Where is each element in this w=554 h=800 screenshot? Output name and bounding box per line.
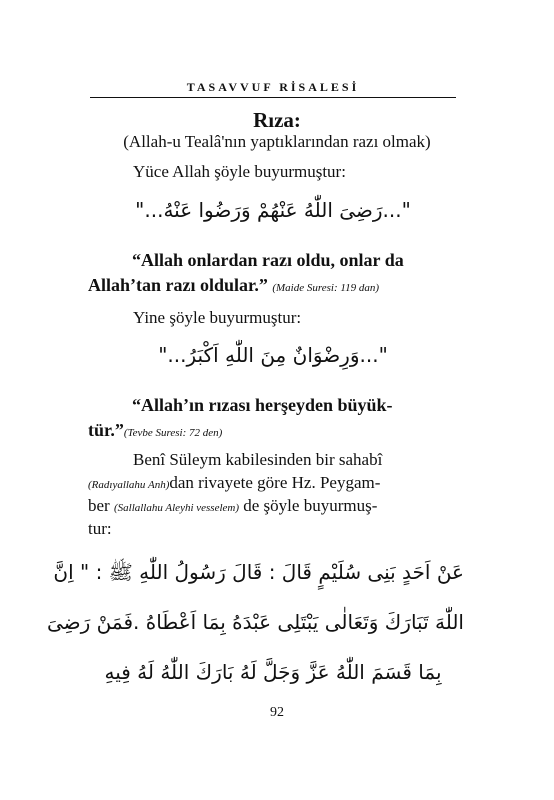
quote-2-line-2 xyxy=(88,420,222,441)
arabic-hadith-line-3: بِمَا قَسَمَ اللّٰهُ عَزَّ وَجَلَّ لَهُ بَارَكَ اللّٰهُ لَهُ فِيهِ xyxy=(104,660,442,684)
hadith-line-2-text: dan rivayete göre Hz. Peygam- xyxy=(169,473,381,492)
section-subtitle: (Allah-u Tealâ'nın yaptıklarından razı olmak) xyxy=(123,132,431,151)
quote-1-line-1: “Allah onlardan razı oldu, onlar da xyxy=(132,250,404,270)
hadith-line-3-text-b: de şöyle buyurmuş- xyxy=(239,496,378,515)
quote-1-line-2 xyxy=(88,275,379,296)
hadith-honorific-2: (Sallallahu Aleyhi vesselem) xyxy=(113,502,240,514)
hadith-line-3-text-a: ber xyxy=(88,496,114,515)
arabic-verse-2: "...وَرِضْوَانٌ مِنَ اللّٰهِ اَكْبَرُ..." xyxy=(158,343,388,367)
section-title: Rıza: xyxy=(253,108,301,132)
header-rule xyxy=(90,97,456,98)
quote-2-text: tür.” xyxy=(88,420,124,440)
arabic-verse-1: "...رَضِىَ اللّٰهُ عَنْهُمْ وَرَضُوا عَنْهُ..." xyxy=(135,198,411,222)
page-number: 92 xyxy=(270,705,284,720)
intro-line-1: Yüce Allah şöyle buyurmuştur: xyxy=(133,162,346,181)
hadith-honorific-1: (Radıyallahu Anh) xyxy=(88,479,170,491)
hadith-line-2 xyxy=(88,473,380,493)
hadith-line-1: Benî Süleym kabilesinden bir sahabî xyxy=(133,450,383,469)
quote-2-reference: (Tevbe Suresi: 72 den) xyxy=(123,427,223,439)
hadith-line-3 xyxy=(88,496,377,516)
intro-line-2: Yine şöyle buyurmuştur: xyxy=(133,308,302,327)
running-header: TASAVVUF RİSALESİ xyxy=(186,80,360,94)
arabic-hadith-line-2: اللّٰهَ تَبَارَكَ وَتَعَالٰى يَبْتَلِى عَبْدَهُ بِمَا اَعْطَاهُ .فَمَنْ رَضِىَ xyxy=(46,610,464,634)
quote-1-reference: (Maide Suresi: 119 dan) xyxy=(272,282,379,294)
hadith-line-4: tur: xyxy=(88,519,112,538)
quote-2-line-1: “Allah’ın rızası herşeyden büyük- xyxy=(132,395,393,415)
quote-1-text: Allah’tan razı oldular.” xyxy=(88,275,268,295)
arabic-hadith-line-1: عَنْ اَحَدٍ بَنِى سُلَيْمٍ قَالَ : قَالَ رَسُولُ اللّٰهِ ﷺ : " اِنَّ xyxy=(53,560,464,584)
